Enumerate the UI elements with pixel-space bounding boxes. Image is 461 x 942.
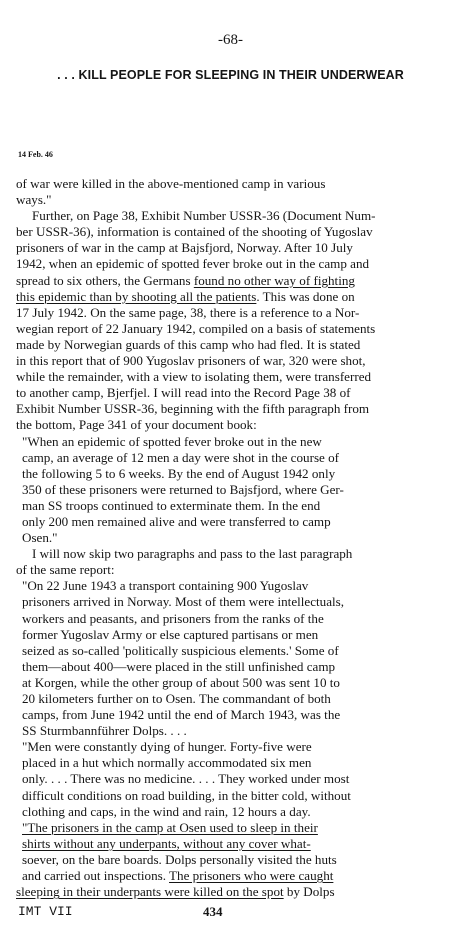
text-span: camps, from June 1942 until the end of March 1943, was the [22, 707, 341, 723]
text-line [16, 385, 448, 401]
text-line [16, 353, 448, 369]
text-span: to another camp, Bjerfjel. I will read into the Record Page 38 of [16, 385, 351, 401]
text-line [16, 739, 448, 755]
text-line [16, 321, 448, 337]
text-span: the following 5 to 6 weeks. By the end of August 1942 only [22, 465, 336, 481]
text-span: ways." [16, 192, 52, 208]
text-span: "When an epidemic of spotted fever broke out in the new [22, 433, 322, 449]
text-line [16, 804, 448, 820]
text-span: by Dolps [283, 884, 335, 900]
text-line [16, 594, 448, 610]
text-span: clothing and caps, in the wind and rain, 12 hours a day. [22, 803, 311, 819]
text-span: SS Sturmbannführer Dolps. . . . [22, 723, 187, 739]
text-line [16, 546, 448, 562]
text-span: seized as so-called 'politically suspicious elements.' Some of [22, 642, 339, 658]
text-line [16, 256, 448, 272]
text-line [16, 884, 448, 900]
text-line [16, 450, 448, 466]
underlined-text: sleeping in their underpants were killed on the spot [16, 884, 284, 900]
text-line [16, 707, 448, 723]
text-line [16, 820, 448, 836]
underlined-text: shirts without any underpants, without any cover what- [22, 835, 311, 851]
text-line [16, 723, 448, 739]
text-span: "On 22 June 1943 a transport containing 900 Yugoslav [22, 578, 309, 594]
text-span: wegian report of 22 January 1942, compiled on a basis of statements [16, 320, 376, 336]
text-line [16, 578, 448, 594]
text-line [16, 273, 448, 289]
text-line [16, 176, 448, 192]
text-line [16, 530, 448, 546]
text-span: in this report that of 900 Yugoslav prisoners of war, 320 were shot, [16, 353, 366, 369]
text-span: placed in a hut which normally accommodated six men [22, 755, 312, 771]
text-span: Exhibit Number USSR-36, beginning with the fifth paragraph from [16, 401, 370, 417]
text-line [16, 369, 448, 385]
text-line [16, 305, 448, 321]
text-span: 350 of these prisoners were returned to Bajsfjord, where Ger- [22, 481, 344, 497]
date-stamp: 14 Feb. 46 [18, 150, 53, 159]
text-span: man SS troops continued to exterminate them. In the end [22, 497, 321, 513]
text-span: workers and peasants, and prisoners from the ranks of the [22, 610, 324, 626]
underlined-text: The prisoners who were caught [169, 868, 334, 884]
text-span: only 200 men remained alive and were transferred to camp [22, 513, 331, 529]
text-span: Further, on Page 38, Exhibit Number USSR-36 (Document Num- [32, 208, 376, 224]
text-span: at Korgen, while the other group of about 500 was sent 10 to [22, 674, 340, 690]
text-line [16, 643, 448, 659]
text-line [16, 562, 448, 578]
text-line [16, 868, 448, 884]
text-span: and carried out inspections. [22, 868, 170, 884]
text-span: spread to six others, the Germans [16, 272, 194, 288]
text-span: them—about 400—were placed in the still unfinished camp [22, 658, 336, 674]
text-span: soever, on the bare boards. Dolps personally visited the huts [22, 851, 337, 867]
text-span: "Men were constantly dying of hunger. Forty-five were [22, 739, 312, 755]
text-line [16, 852, 448, 868]
text-line [16, 675, 448, 691]
text-line [16, 755, 448, 771]
text-line [16, 434, 448, 450]
text-line [16, 482, 448, 498]
body-text [16, 176, 448, 900]
text-span: 1942, when an epidemic of spotted fever broke out in the camp and [16, 256, 370, 272]
text-line [16, 240, 448, 256]
text-span: 17 July 1942. On the same page, 38, there is a reference to a Nor- [16, 304, 360, 320]
text-line [16, 192, 448, 208]
printed-page-number: 434 [203, 904, 223, 919]
text-line [16, 691, 448, 707]
underlined-text: "The prisoners in the camp at Osen used to sleep in their [22, 819, 318, 835]
page-heading: . . . KILL PEOPLE FOR SLEEPING IN THEIR UNDERWEAR [57, 68, 404, 82]
text-span: prisoners of war in the camp at Bajsfjord, Norway. After 10 July [16, 240, 353, 256]
text-line [16, 771, 448, 787]
text-span: made by Norwegian guards of this camp who had fled. It is stated [16, 336, 361, 352]
page-number: -68- [218, 32, 243, 48]
underlined-text: this epidemic than by shooting all the patients [16, 288, 257, 304]
text-span: ber USSR-36), information is contained of the shooting of Yugoslav [16, 224, 373, 240]
text-line [16, 498, 448, 514]
text-span: 20 kilometers further on to Osen. The commandant of both [22, 691, 331, 706]
text-span: . This was done on [256, 288, 355, 304]
text-span: I will now skip two paragraphs and pass to the last paragraph [32, 546, 353, 562]
text-span: of war were killed in the above-mentioned camp in various [16, 176, 326, 191]
text-span: of the same report: [16, 562, 115, 578]
text-span: former Yugoslav Army or else captured partisans or men [22, 626, 319, 642]
text-line [16, 627, 448, 643]
text-line [16, 224, 448, 240]
text-line [16, 208, 448, 224]
text-span: camp, an average of 12 men a day were shot in the course of [22, 449, 340, 465]
text-line [16, 659, 448, 675]
volume-label: IMT VII [18, 904, 73, 919]
text-line [16, 289, 448, 305]
text-line [16, 401, 448, 417]
text-line [16, 836, 448, 852]
text-span: the bottom, Page 341 of your document book: [16, 417, 257, 433]
text-span: while the remainder, with a view to isolating them, were transferred [16, 369, 372, 385]
text-line [16, 466, 448, 482]
text-span: prisoners arrived in Norway. Most of them were intellectuals, [22, 594, 345, 610]
text-span: only. . . . There was no medicine. . . . They worked under most [22, 771, 350, 787]
text-line [16, 417, 448, 433]
text-span: Osen." [22, 530, 58, 546]
text-line [16, 337, 448, 353]
text-span: difficult conditions on road building, in the bitter cold, without [22, 787, 351, 803]
text-line [16, 514, 448, 530]
underlined-text: found no other way of fighting [193, 272, 355, 288]
text-line [16, 611, 448, 627]
text-line [16, 788, 448, 804]
